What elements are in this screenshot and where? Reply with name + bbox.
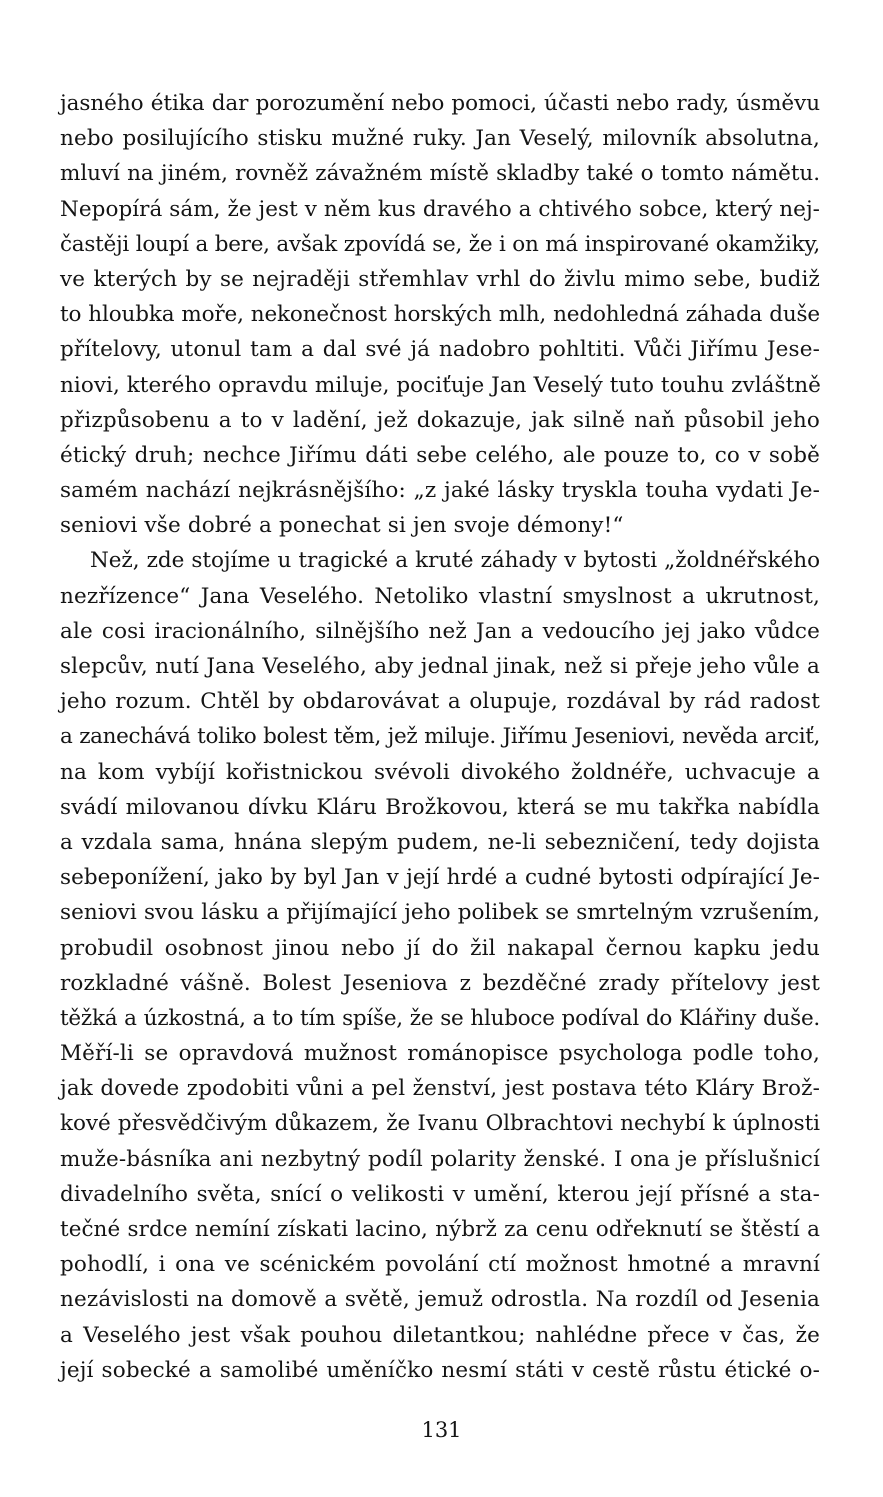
text-line: rozkladné vášně. Bolest Jeseniova z bezděčné zrady přítelovy jest bbox=[60, 970, 820, 996]
text-line: ve kterých by se nejraději střemhlav vrhl do živlu mimo sebe, budiž bbox=[60, 266, 820, 292]
text-line: svádí milovanou dívku Kláru Brožkovou, která se mu takřka nabídla bbox=[60, 794, 820, 820]
text-line: a vzdala sama, hnána slepým pudem, ne-li sebezničení, tedy dojista bbox=[60, 829, 820, 855]
paragraph-first-line: Než, zde stojíme u tragické a kruté záhady v bytosti „žoldnéřského bbox=[90, 548, 820, 574]
text-line: nezřízence“ Jana Veselého. Netoliko vlastní smyslnost a ukrutnost, bbox=[60, 583, 820, 609]
text-line: Měří-li se opravdová mužnost románopisce psychologa podle toho, bbox=[60, 1041, 820, 1067]
text-line: a Veselého jest však pouhou diletantkou; nahlédne přece v čas, že bbox=[60, 1322, 820, 1348]
text-line: přizpůsobenu a to v ladění, jež dokazuje, jak silně naň působil jeho bbox=[60, 407, 820, 433]
text-line: pohodlí, i ona ve scénickém povolání ctí možnost hmotné a mravní bbox=[60, 1252, 820, 1278]
text-line: mluví na jiném, rovněž závažném místě skladby také o tomto námětu. bbox=[60, 161, 820, 187]
text-line: divadelního světa, snící o velikosti v umění, kterou její přísné a sta- bbox=[60, 1181, 820, 1207]
text-line: na kom vybíjí kořistnickou svévoli divokého žoldnéře, uchvacuje a bbox=[60, 759, 820, 785]
text-line: těžká a úzkostná, a to tím spíše, že se hluboce podíval do Klářiny duše. bbox=[60, 1005, 820, 1031]
paragraph-last-line: seniovi vše dobré a ponechat si jen svoje démony!“ bbox=[60, 513, 624, 539]
text-line: samém nachází nejkrásnějšího: „z jaké lásky tryskla touha vydati Je- bbox=[60, 478, 820, 504]
text-line: niovi, kterého opravdu miluje, pociťuje Jan Veselý tuto touhu zvláštně bbox=[60, 372, 821, 398]
text-line: seniovi svou lásku a přijímající jeho polibek se smrtelným vzrušením, bbox=[60, 900, 820, 926]
text-line: étický druh; nechce Jiřímu dáti sebe celého, ale pouze to, co v sobě bbox=[60, 442, 820, 468]
text-line: nebo posilujícího stisku mužné ruky. Jan Veselý, milovník absolutna, bbox=[60, 126, 820, 152]
text-line: její sobecké a samolibé uměníčko nesmí státi v cestě růstu étické o- bbox=[60, 1357, 820, 1383]
body-text bbox=[60, 86, 820, 1388]
text-line: častěji loupí a bere, avšak zpovídá se, že i on má inspirované okamžiky, bbox=[60, 231, 820, 257]
text-line: jasného étika dar porozumění nebo pomoci, účasti nebo rady, úsměvu bbox=[60, 91, 820, 116]
text-line: tečné srdce nemíní získati lacino, nýbrž za cenu odřeknutí se štěstí a bbox=[60, 1217, 820, 1242]
text-line: probudil osobnost jinou nebo jí do žil nakapal černou kapku jedu bbox=[60, 935, 820, 961]
text-line: nezávislosti na domově a světě, jemuž odrostla. Na rozdíl od Jesenia bbox=[60, 1287, 820, 1313]
text-line: slepcův, nutí Jana Veselého, aby jednal jinak, než si přeje jeho vůle a bbox=[60, 654, 820, 679]
text-line: Nepopírá sám, že jest v něm kus dravého a chtivého sobce, který nej- bbox=[60, 196, 820, 222]
text-line: kové přesvědčivým důkazem, že Ivanu Olbrachtovi nechybí k úplnosti bbox=[60, 1111, 820, 1137]
text-line: muže-básníka ani nezbytný podíl polarity ženské. I ona je příslušnicí bbox=[60, 1146, 820, 1172]
text-line: jeho rozum. Chtěl by obdarovávat a olupuje, rozdával by rád radost bbox=[60, 689, 820, 715]
text-line: to hloubka moře, nekonečnost horských mlh, nedohledná záhada duše bbox=[60, 302, 820, 328]
text-line: ale cosi iracionálního, silnějšího než Jan a vedoucího jej jako vůdce bbox=[60, 618, 820, 644]
text-line: a zanechává toliko bolest těm, jež miluje. Jiřímu Jeseniovi, nevěda arciť, bbox=[60, 724, 820, 750]
page-number: 131 bbox=[421, 1418, 462, 1442]
text-line: sebeponížení, jako by byl Jan v její hrdé a cudné bytosti odpírající Je- bbox=[60, 865, 820, 891]
text-line: přítelovy, utonul tam a dal své já nadobro pohltiti. Vůči Jiřímu Jese- bbox=[60, 337, 820, 363]
text-line: jak dovede zpodobiti vůni a pel ženství, jest postava této Kláry Brož- bbox=[60, 1076, 820, 1102]
